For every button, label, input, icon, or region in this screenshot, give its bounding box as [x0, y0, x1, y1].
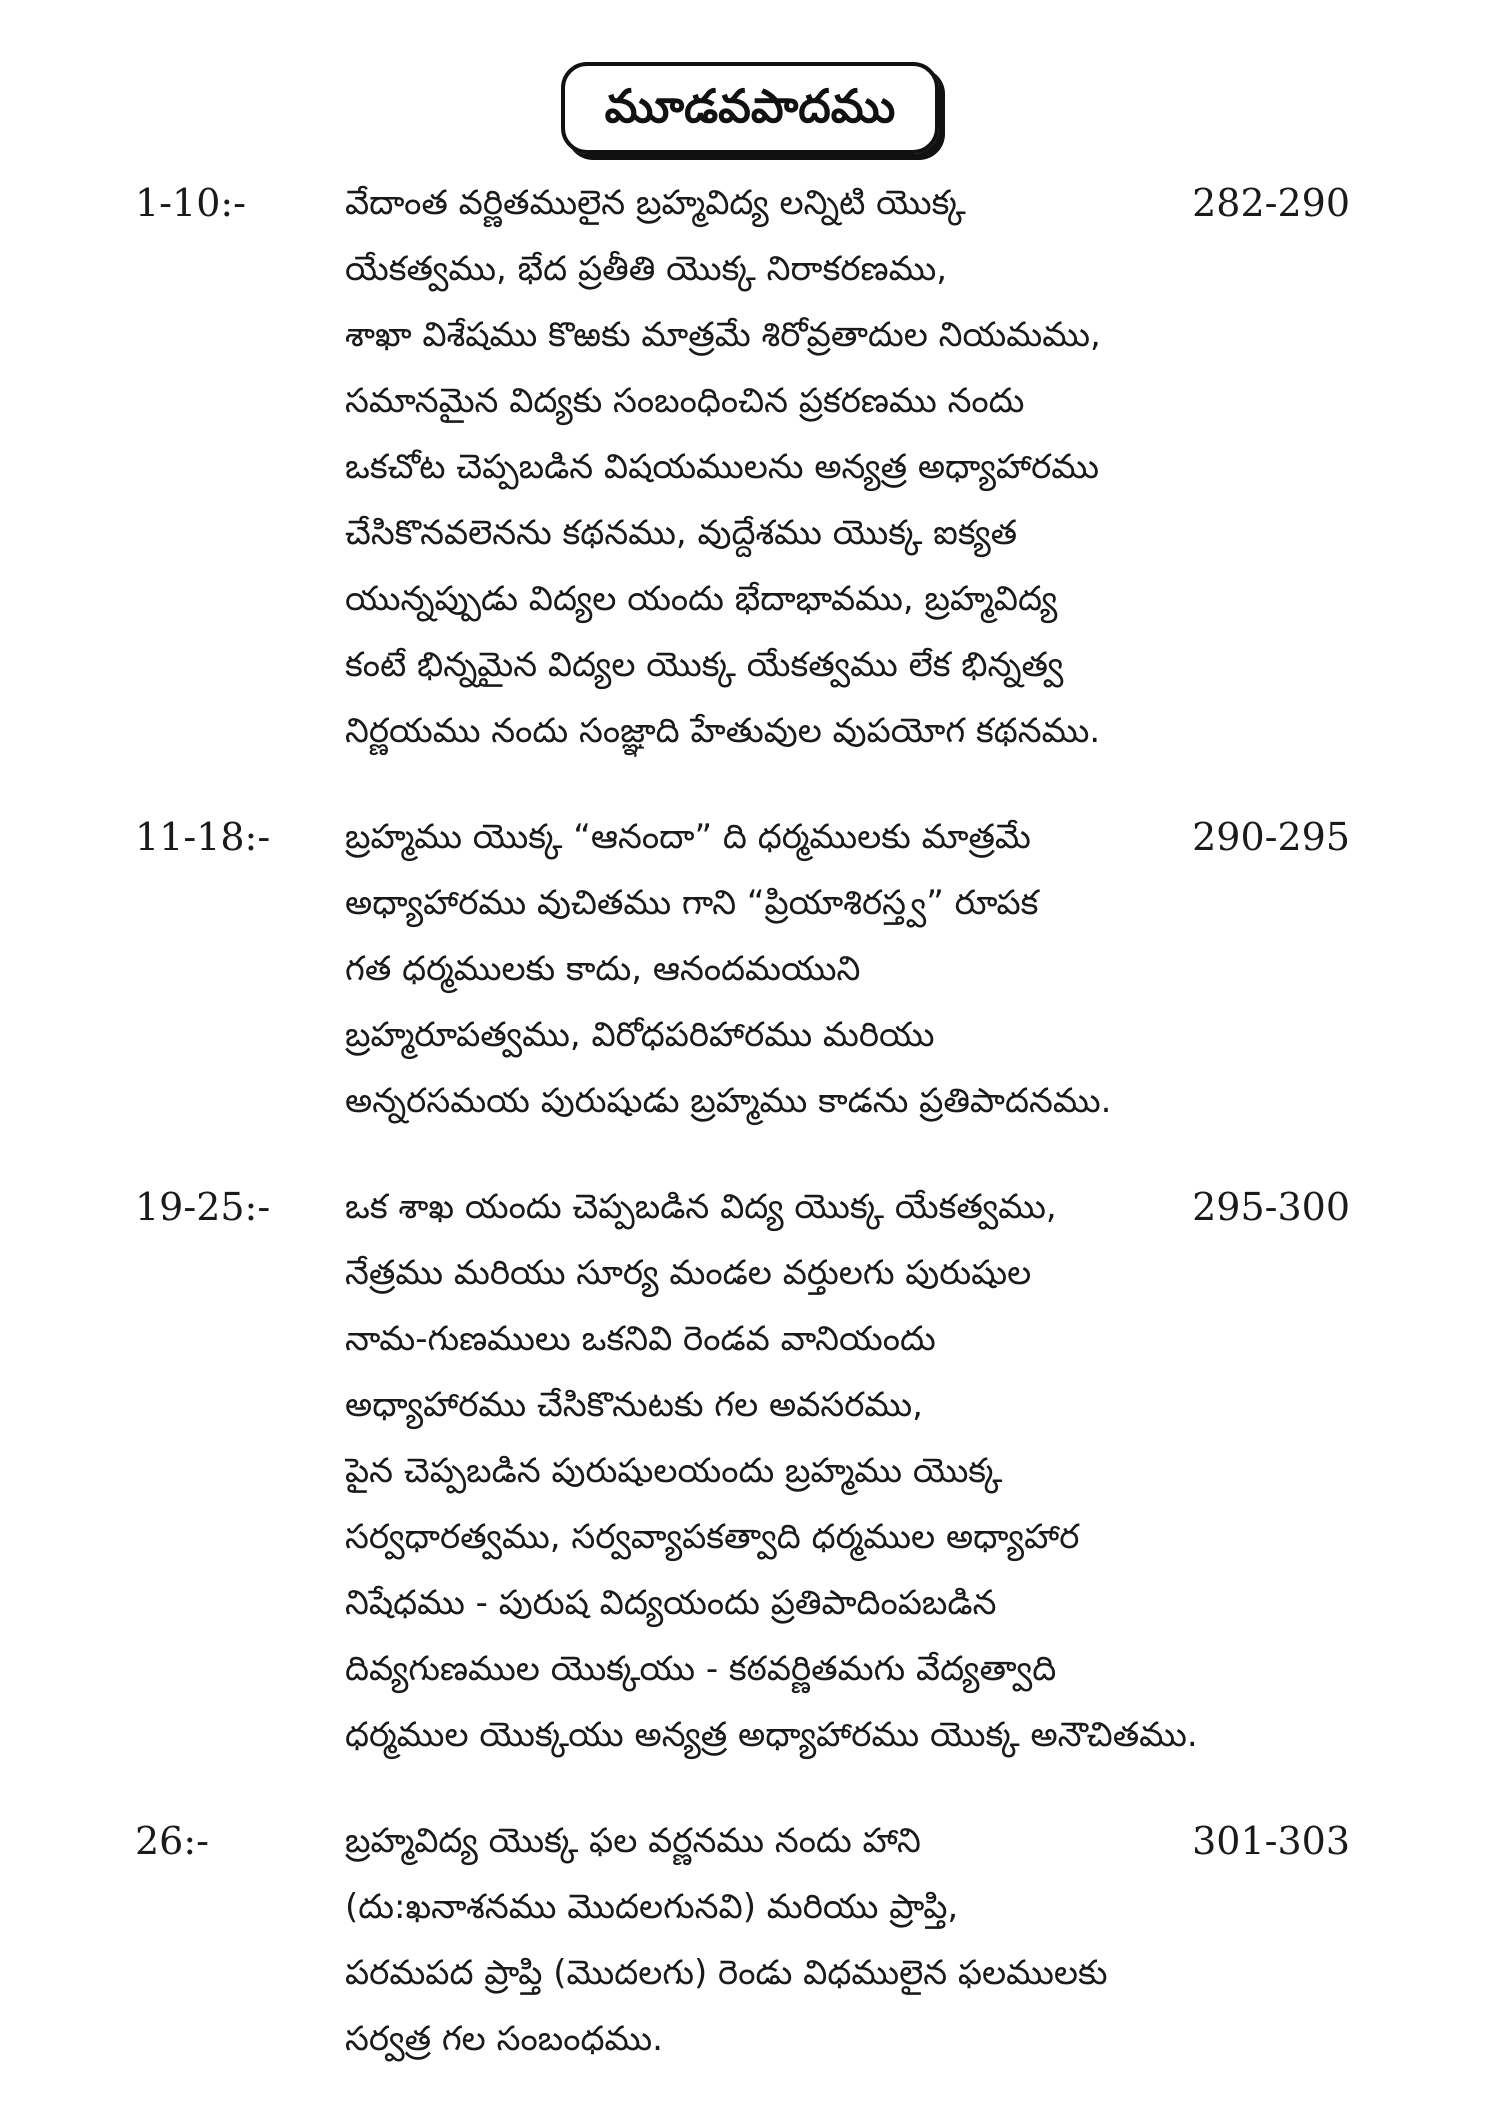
- sutra-range: 26:-: [135, 1819, 209, 1863]
- contents-entry: [0, 1174, 1500, 1768]
- description-line: యేకత్వము, భేద ప్రతీతి యొక్క నిరాకరణము,: [345, 249, 948, 289]
- description-line: నామ-గుణములు ఒకనివి రెండవ వానియందు: [345, 1319, 936, 1359]
- description-line: ధర్మముల యొక్కయు అన్యత్ర అధ్యాహారము యొక్క అనౌచితము.: [345, 1715, 1198, 1755]
- description-line: యున్నప్పుడు విద్యల యందు భేదాభావము, బ్రహ్మవిద్య: [345, 579, 1058, 619]
- description-line: చేసికొనవలెనను కథనము, వుద్దేశము యొక్క ఐక్యత: [345, 513, 1018, 553]
- description-line: బ్రహ్మవిద్య యొక్క ఫల వర్ణనము నందు హాని: [345, 1821, 921, 1861]
- description-line: వేదాంత వర్ణితములైన బ్రహ్మవిద్య లన్నిటి యొక్క: [345, 183, 966, 223]
- sutra-range: 11-18:-: [135, 815, 271, 859]
- description-line: గత ధర్మములకు కాదు, ఆనందమయుని: [345, 949, 861, 989]
- description-line: బ్రహ్మరూపత్వము, విరోధపరిహారము మరియు: [345, 1015, 935, 1055]
- description-line: అన్నరసమయ పురుషుడు బ్రహ్మము కాడను ప్రతిపాదనము.: [345, 1081, 1112, 1121]
- page-range: 295-300: [1192, 1185, 1350, 1229]
- description-line: నిర్ణయము నందు సంజ్ఞాది హేతువుల వుపయోగ కథనము.: [345, 711, 1101, 751]
- description-line: పరమపద ప్రాప్తి (మొదలగు) రెండు విధములైన ఫలములకు: [345, 1953, 1108, 1993]
- section-title: మూడవపాదము: [561, 62, 940, 154]
- description-line: సర్వధారత్వము, సర్వవ్యాపకత్వాది ధర్మముల అధ్యాహార: [345, 1517, 1080, 1557]
- description-line: దివ్యగుణముల యొక్కయు - కఠవర్ణితమగు వేద్యత్వాది: [345, 1649, 1057, 1689]
- page-range: 282-290: [1192, 181, 1350, 225]
- description-line: అధ్యాహారము వుచితము గాని “ప్రియాశిరస్త్వ” రూపక: [345, 883, 1039, 923]
- description-line: కంటే భిన్నమైన విద్యల యొక్క యేకత్వము లేక భిన్నత్వ: [345, 645, 1064, 685]
- contents-entry: [0, 1808, 1500, 2072]
- entry-description: [345, 804, 1215, 1134]
- description-line: నేత్రము మరియు సూర్య మండల వర్తులగు పురుషుల: [345, 1253, 1032, 1293]
- description-line: అధ్యాహారము చేసికొనుటకు గల అవసరము,: [345, 1385, 923, 1425]
- contents-entry: [0, 170, 1500, 764]
- page-range: 301-303: [1192, 1819, 1350, 1863]
- title-wrapper: [0, 62, 1500, 154]
- sutra-range: 19-25:-: [135, 1185, 271, 1229]
- entry-description: [345, 170, 1215, 764]
- description-line: బ్రహ్మము యొక్క “ఆనందా” ది ధర్మములకు మాత్రమే: [345, 817, 1031, 857]
- page-range: 290-295: [1192, 815, 1350, 859]
- description-line: శాఖా విశేషము కొఱకు మాత్రమే శిరోవ్రతాదుల నియమము,: [345, 315, 1101, 355]
- description-line: ఒక శాఖ యందు చెప్పబడిన విద్య యొక్క యేకత్వము,: [345, 1187, 1057, 1227]
- description-line: సర్వత్ర గల సంబంధము.: [345, 2019, 663, 2059]
- description-line: సమానమైన విద్యకు సంబంధించిన ప్రకరణము నందు: [345, 381, 1025, 421]
- description-line: నిషేధము - పురుష విద్యయందు ప్రతిపాదింపబడిన: [345, 1583, 997, 1623]
- entry-description: [345, 1174, 1215, 1768]
- entry-description: [345, 1808, 1215, 2072]
- description-line: (దు:ఖనాశనము మొదలగునవి) మరియు ప్రాప్తి,: [345, 1887, 959, 1927]
- contents-list: [0, 170, 1500, 2112]
- description-line: ఒకచోట చెప్పబడిన విషయములను అన్యత్ర అధ్యాహారము: [345, 447, 1099, 487]
- description-line: పైన చెప్పబడిన పురుషులయందు బ్రహ్మము యొక్క: [345, 1451, 1003, 1491]
- sutra-range: 1-10:-: [135, 181, 247, 225]
- contents-entry: [0, 804, 1500, 1134]
